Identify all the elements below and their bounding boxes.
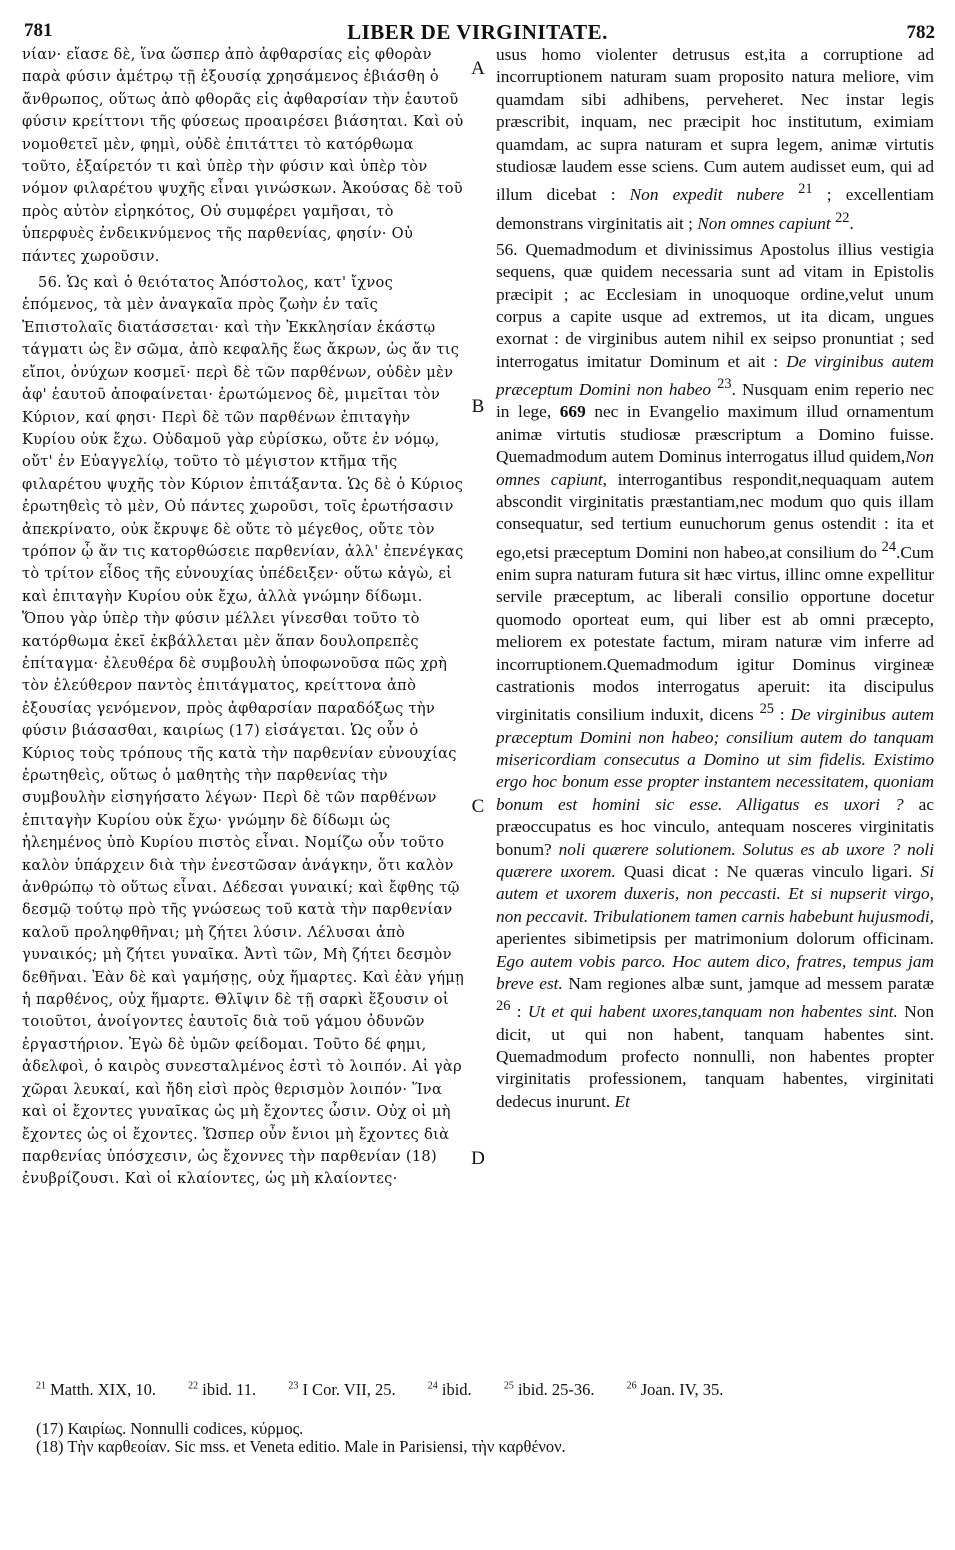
- footnote-text: Joan. IV, 35.: [640, 1380, 724, 1399]
- latin-quote: De virginibus autem præceptum Domini non habeo; consilium autem do tanquam misericordiam consecutus a Domino ut sim fidelis. Existimo ergo hoc bonum esse propter instantem necessitatem, quoniam bonum est homini sic esse. Alligatus es uxori ?: [496, 705, 934, 814]
- footnote-number: 25: [503, 1380, 514, 1392]
- footnote-text: ibid. 25-36.: [517, 1380, 595, 1399]
- latin-text: . Nusquam enim reperio nec in lege,: [496, 379, 934, 422]
- latin-text: :: [510, 1002, 528, 1022]
- margin-letter-b: B: [471, 396, 485, 417]
- footnote-text: ibid.: [441, 1380, 472, 1399]
- footnote-number: 24: [427, 1380, 438, 1392]
- latin-text: nec in Evangelio maximum illud ornamentum animæ virtutis studiosæ præscriptum a Domino fuisse. Quemadmodum autem Dominus interrogatus illud quidem,: [496, 402, 934, 467]
- footnote-text: I Cor. VII, 25.: [302, 1380, 396, 1399]
- running-title: LIBER DE VIRGINITATE.: [347, 20, 608, 44]
- footnote: [627, 1380, 738, 1399]
- margin-letter-c: C: [471, 796, 485, 817]
- margin-letter-a: A: [471, 58, 485, 79]
- footnote-ref: 26: [496, 998, 511, 1015]
- footnote-number: 22: [188, 1380, 199, 1392]
- greek-column: [22, 44, 467, 1191]
- greek-paragraph-56: 56. Ὡς καὶ ὁ θειότατος Ἀπόστολος, κατ' ἴχνος ἑπόμενος, τὰ μὲν ἀναγκαῖα πρὸς ζωὴν ἐν ταῖς Ἐπιστολαῖς διατάσσεται· καὶ τὴν Ἐκκλησίαν ἑκάστῳ τάγματι ὡς ἓν σῶμα, ἀπὸ κεφαλῆς ἕως ἄκρων, ὡς ἄν τις εἴποι, ὀνύχων κοσμεῖ· περὶ δὲ τῶν παρθένων, οὐδὲν μὲν ἀφ' ἑαυτοῦ ἀποφαίνεται· ἐρωτώμενος δὲ, μιμεῖται τὸν Κύριον, καί φησι· Περὶ δὲ τῶν παρθένων ἐπιταγὴν Κυρίου οὐκ ἔχω. Οὐδαμοῦ γὰρ εὑρίσκω, οὔτε ἐν νόμῳ, οὔτ' ἐν Εὐαγγελίῳ, τοῦτο τὸ μέγιστον κτῆμα τῆς φιλαρέτου ψυχῆς τὸν Κύριον ἐπιτάξαντα. Ὡς δὲ ὁ Κύριος ἐρωτηθεὶς τὸ μὲν, Οὐ πάντες χωροῦσι, τοῖς ἐρωτήσασιν ἀπεκρίνατο, οὐκ ἔκρυψε δὲ οὔτε τὸ μέγεθος, οὔτε τὸν τρόπον ᾧ ἄν τις κατορθώσειε παρθενίαν, ἀλλ' ἐπενέγκας τὸ τρίτον εἶδος τῆς εὐνουχίας ὑπέδειξεν· οὕτω κἀγὼ, εἰ καὶ ἐπιταγὴν Κυρίου οὐκ ἔχω, ἀλλὰ γνώμην δίδωμι. Ὅπου γὰρ ὑπὲρ τὴν φύσιν μέλλει γίνεσθαι τοῦτο τὸ κατόρθωμα ἐκεῖ ἐκβάλλεται μὲν ἅπαν δουλοπρεπὲς ἐπίταγμα· ἐλευθέρα δὲ συμβουλὴ ὑποφωνοῦσα πῶς χρὴ τὸν ἐλεύθερον παντὸς ἐπιτάγματος, κρείττονα ἀπὸ ἐξουσίας γενόμενον, πρὸς ἀφθαρσίαν παραδόξως τὴν φύσιν βιάσασθαι, καιρίως (17) εἰσάγεται. Ὡς οὖν ὁ Κύριος τοὺς τρόπους τῆς κατὰ τὴν παρθενίαν εὐνουχίας ἐρωτηθεὶς, οὕτως ὁ μαθητὴς τὴν παρθενίας τὴν συμβουλὴν εἰσηγήσατο λέγων· Περὶ δὲ τῶν παρθένων ἐπιταγὴν Κυρίου οὐκ ἔχω· γνώμην δὲ δίδωμι ὡς ἠλεημένος ὑπὸ Κυρίου πιστὸς εἶναι. Νομίζω οὖν τοῦτο καλὸν ὑπάρχειν διὰ τὴν ἐνεστῶσαν ἀνάγκην, ὅτι καλὸν ἀνθρώπῳ τὸ οὕτως εἶναι. Δέδεσαι γυναικί; καὶ ἔφθης τῷ δεσμῷ τούτῳ πρὸ τῆς γνώσεως τοῦ κατὰ τὴν παρθενίαν καλοῦ προληφθῆναι; μὴ ζήτει λύσιν. Λέλυσαι ἀπὸ γυναικός; μὴ ζήτει γυναῖκα. Ἀντὶ τῶν, Μὴ ζήτει δεσμὸν δεθῆναι. Ἐὰν δὲ καὶ γαμήσῃς, οὐχ ἥμαρτες. Καὶ ἐὰν γήμῃ ἡ παρθένος, οὐχ ἥμαρτε. Θλῖψιν δὲ τῇ σαρκὶ ἕξουσιν οἱ τοιοῦτοι, ἀνοίγοντες ἑαυτοῖς διὰ τοῦ γάμου ὀδυνῶν ἐργαστήριον. Ἐγὼ δὲ ὑμῶν φείδομαι. Τοῦτο δέ φημι, ἀδελφοὶ, ὁ καιρὸς συνεσταλμένος ἐστὶ τὸ λοιπόν. Αἱ γὰρ χῶραι λευκαί, καὶ ἤδη εἰσὶ πρὸς θερισμὸν λοιπόν· Ἵνα καὶ οἱ ἔχοντες γυναῖκας ὡς μὴ ἔχοντες ὦσιν. Οὐχ οἱ μὴ ἔχοντες ὡς οἱ ἔχοντες. Ὥσπερ οὖν ἔνιοι μὴ ἔχοντες διὰ παρθενίας ὑπόσχεσιν, ὡς ἔχοννες τὴν παρθενίαν (18) ἐνυβρίζουσι. Καὶ οἱ κλαίοντες, ὡς μὴ κλαίοντες·: [22, 274, 465, 1188]
- critical-note-18: (18) Τὴν καρθεοίαν. Sic mss. et Veneta editio. Male in Parisiensi, τὴν καρθένον.: [36, 1437, 566, 1456]
- latin-text: Quasi dicat : Ne quæras vinculo ligari.: [615, 862, 921, 882]
- latin-column: [496, 44, 934, 1113]
- latin-text: Nam regiones albæ sunt, jamque ad messem paratæ: [562, 974, 934, 994]
- latin-text: aperientes sibimetipsis per matrimonium dolorum officinam.: [496, 929, 934, 949]
- latin-text: usus homo violenter detrusus est,ita a corruptione ad incorruptionem naturam suam proposito natura meliore, vim quamdam sibi adhibens, perveheret. Nec instar legis præscribit, inquam, nec præcipit hoc institutum, eximiam quamdam, ac supra naturam et supra legem, animæ virtutis studiosæ laudem esse sciens. Cum autem audisset eum, qui ad illum dicebat :: [496, 45, 934, 205]
- margin-letter-d: D: [471, 1148, 485, 1169]
- latin-text: :: [773, 705, 791, 725]
- footnote: [428, 1380, 486, 1399]
- latin-quote: Et: [614, 1091, 630, 1111]
- column-number: 669: [559, 402, 586, 422]
- critical-note-17: (17) Καιρίως. Nonnulli codices, κύρμος.: [36, 1419, 304, 1438]
- latin-quote: Ego autem vobis parco. Hoc autem dico, fratres, tempus jam breve est.: [496, 951, 934, 994]
- footnote-ref: 25: [759, 701, 774, 718]
- latin-paragraph-56: [496, 239, 934, 1114]
- latin-quote: Si autem et uxorem duxeris, non peccasti. Et si nupserit virgo, non peccavit. Tribulationem tamen carnis habebunt hujusmodi,: [496, 862, 934, 926]
- footnote: [504, 1380, 609, 1399]
- latin-text: ac præoccupatus es hoc vinculo, antequam nosceres virginitatis bonum?: [496, 794, 934, 859]
- latin-quote: Non omnes capiunt: [697, 213, 831, 233]
- running-header: [0, 6, 955, 44]
- latin-quote: Ut et qui habent uxores,tanquam non habentes sint.: [527, 1002, 898, 1022]
- footnote: [288, 1380, 409, 1399]
- latin-text: 56. Quemadmodum et divinissimus Apostolus illius vestigia sequens, quæ quidem necessaria sunt ad vitam in Epistolis præcipit ; ac Ecclesiam in unoquoque ordine,velut unum corpus a capite usque ad extremos, ut ita dicam, ungues exornat : de virginibus autem nihil ex seipso pronuntiat ; sed interrogatus imitatur Dominum et ait :: [496, 239, 934, 371]
- latin-text: , interrogantibus respondit,nequaquam autem abscondit virginitatis præstantiam,nec modum quo quis illam consequatur, sed tertium eunuchorum genus ostendit : ita et ego,etsi præceptum Domini non habeo,at consilium do: [496, 469, 935, 562]
- footnote-ref: 24: [881, 538, 897, 555]
- latin-text: Non dicit, ut qui non habent, tanquam habentes sint. Quemadmodum profecto nonnulli, non habentes propter virginitatis professionem, tanquam habentes, virginitati dedecus inurunt.: [496, 1002, 934, 1111]
- latin-text: .: [849, 213, 854, 233]
- latin-quote: De virginibus autem præceptum Domini non habeo: [496, 351, 934, 399]
- footnote-text: Matth. XIX, 10.: [50, 1380, 156, 1399]
- footnote-number: 23: [288, 1380, 299, 1392]
- latin-quote: noli quærere solutionem. Solutus es ab uxore ? noli quærere uxorem.: [496, 839, 934, 882]
- critical-notes: [36, 1420, 936, 1456]
- latin-paragraph-1: [496, 44, 934, 235]
- footnote-ref: 22: [835, 209, 850, 226]
- greek-paragraph-1: νίαν· εἴασε δὲ, ἵνα ὥσπερ ἀπὸ ἀφθαρσίας εἰς φθορὰν παρὰ φύσιν ἀμέτρῳ τῇ ἐξουσίᾳ χρησάμενος ἐβιάσθη ὁ ἄνθρωπος, οὕτως ἀπὸ φθορᾶς εἰς ἀφθαρσίαν τὴν ἑαυτοῦ φύσιν κρείττονι τῆς φύσεως προαιρέσει βιάσηται. Καὶ οὐ νομοθετεῖ μὲν, φημὶ, οὐδὲ ἐπιτάττει τὸ κατόρθωμα τοῦτο, ἐξαίρετόν τι καὶ ὑπὲρ τὴν φύσιν καὶ ὑπὲρ τὸν νόμον φιλαρέτου ψυχῆς εἶναι γινώσκων. Ἀκούσας δὲ τοῦ πρὸς αὐτὸν εἰρηκότος, Οὐ συμφέρει γαμῆσαι, τὸ ὑπερφυὲς ἐνδεικνύμενος τῆς παρθενίας, φησίν· Οὐ πάντες χωροῦσιν.: [22, 46, 464, 265]
- latin-text: ; excellentiam demonstrans virginitatis ait ;: [496, 185, 934, 233]
- footnote-text: ibid. 11.: [202, 1380, 257, 1399]
- footnote-ref: 23: [717, 376, 732, 393]
- footnote-number: 26: [626, 1380, 637, 1392]
- footnote-ref: 21: [798, 181, 813, 198]
- latin-text: .Cum enim supra naturam futura sit hæc virtus, illinc omne expellitur servile præceptum, ac liberali consilio opportune docetur quomodo oporteat eum, qui liber est ab omni præcepto, meliorem ex potestate factum, miram naturæ vim inferre ad incorruptionem.Quemadmodum igitur Dominus virgineæ castrationis modos interrogatus aperuit: ita discipulus virginitatis consilium induxit, dicens: [496, 542, 934, 725]
- latin-quote: Non omnes capiunt: [496, 447, 934, 489]
- page-number-right: 782: [906, 22, 935, 43]
- page-number-left: 781: [24, 20, 53, 41]
- footnote-number: 21: [36, 1380, 46, 1392]
- footnote: [188, 1380, 270, 1399]
- latin-quote: Non expedit nubere: [629, 185, 785, 205]
- footnote: [36, 1380, 170, 1399]
- scripture-footnotes: [36, 1380, 936, 1400]
